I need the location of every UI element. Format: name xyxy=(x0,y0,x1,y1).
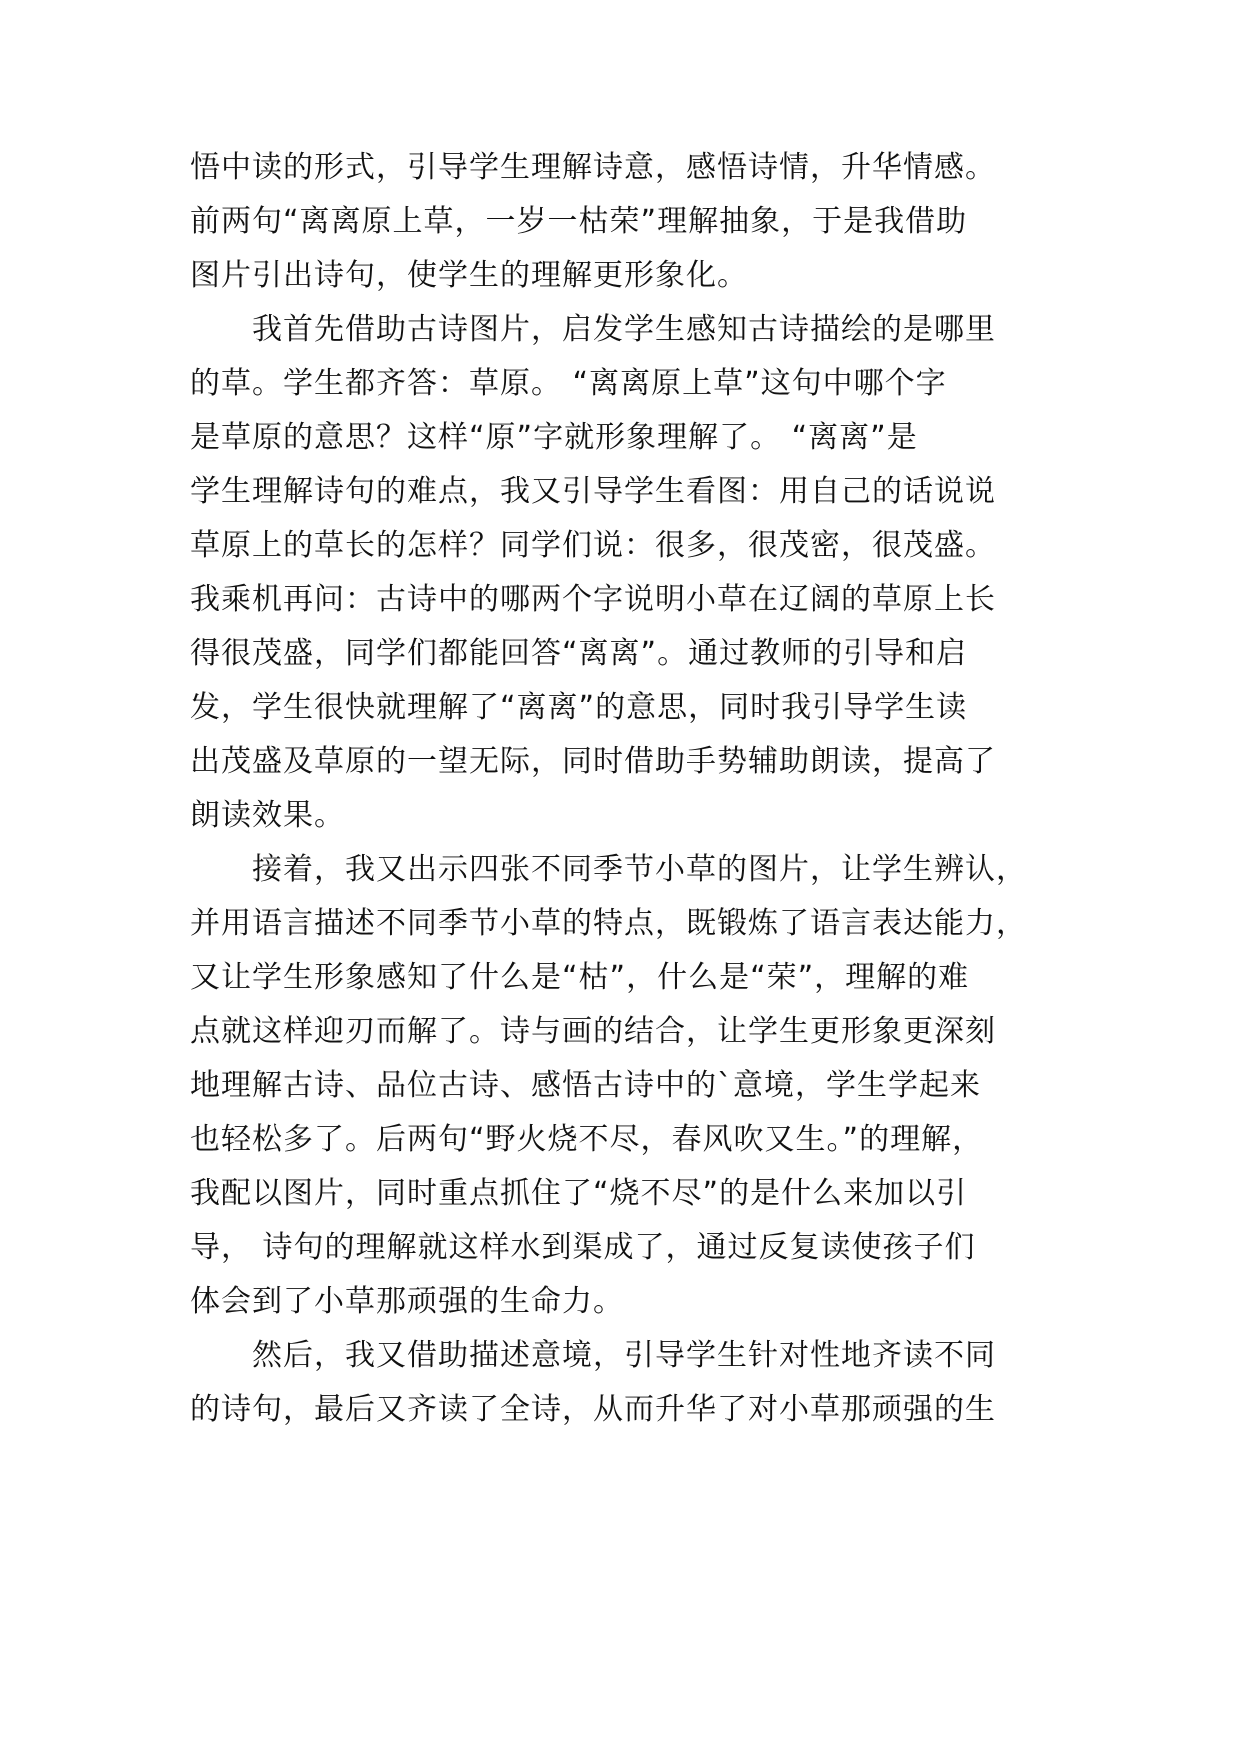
paragraph-first-line: 接着，我又出示四张不同季节小草的图片，让学生辨认， xyxy=(252,852,1027,887)
text-line: 草原上的草长的怎样？同学们说：很多，很茂密，很茂盛。 xyxy=(190,528,996,563)
text-line: 体会到了小草那顽强的生命力。 xyxy=(190,1284,624,1319)
text-line: 发，学生很快就理解了“离离”的意思，同时我引导学生读 xyxy=(190,690,968,725)
text-line: 是草原的意思？这样“原”字就形象理解了。 “离离”是 xyxy=(190,420,918,455)
text-line: 也轻松多了。后两句“野火烧不尽，春风吹又生。”的理解， xyxy=(190,1122,984,1157)
text-line: 悟中读的形式，引导学生理解诗意，感悟诗情，升华情感。 xyxy=(190,150,996,185)
text-line: 地理解古诗、品位古诗、感悟古诗中的`意境，学生学起来 xyxy=(190,1068,981,1103)
text-line: 的草。学生都齐答：草原。 “离离原上草”这句中哪个字 xyxy=(190,366,947,401)
paragraph-first-line: 我首先借助古诗图片，启发学生感知古诗描绘的是哪里 xyxy=(252,312,996,347)
text-line: 的诗句，最后又齐读了全诗，从而升华了对小草那顽强的生 xyxy=(190,1392,996,1427)
text-line: 得很茂盛，同学们都能回答“离离”。通过教师的引导和启 xyxy=(190,636,968,671)
text-line: 学生理解诗句的难点，我又引导学生看图：用自己的话说说 xyxy=(190,474,996,509)
text-line: 朗读效果。 xyxy=(190,798,345,833)
paragraph-first-line: 然后，我又借助描述意境，引导学生针对性地齐读不同 xyxy=(252,1338,996,1373)
text-line: 图片引出诗句，使学生的理解更形象化。 xyxy=(190,258,748,293)
text-line: 前两句“离离原上草，一岁一枯荣”理解抽象，于是我借助 xyxy=(190,204,968,239)
text-line: 我配以图片，同时重点抓住了“烧不尽”的是什么来加以引 xyxy=(190,1176,968,1211)
text-line: 点就这样迎刃而解了。诗与画的结合，让学生更形象更深刻 xyxy=(190,1014,996,1049)
text-line: 出茂盛及草原的一望无际，同时借助手势辅助朗读，提高了 xyxy=(190,744,996,779)
text-line: 导， 诗句的理解就这样水到渠成了，通过反复读使孩子们 xyxy=(190,1230,976,1265)
text-line: 并用语言描述不同季节小草的特点，既锻炼了语言表达能力， xyxy=(190,906,1027,941)
text-line: 又让学生形象感知了什么是“枯”，什么是“荣”，理解的难 xyxy=(190,960,970,995)
text-line: 我乘机再问：古诗中的哪两个字说明小草在辽阔的草原上长 xyxy=(190,582,996,617)
